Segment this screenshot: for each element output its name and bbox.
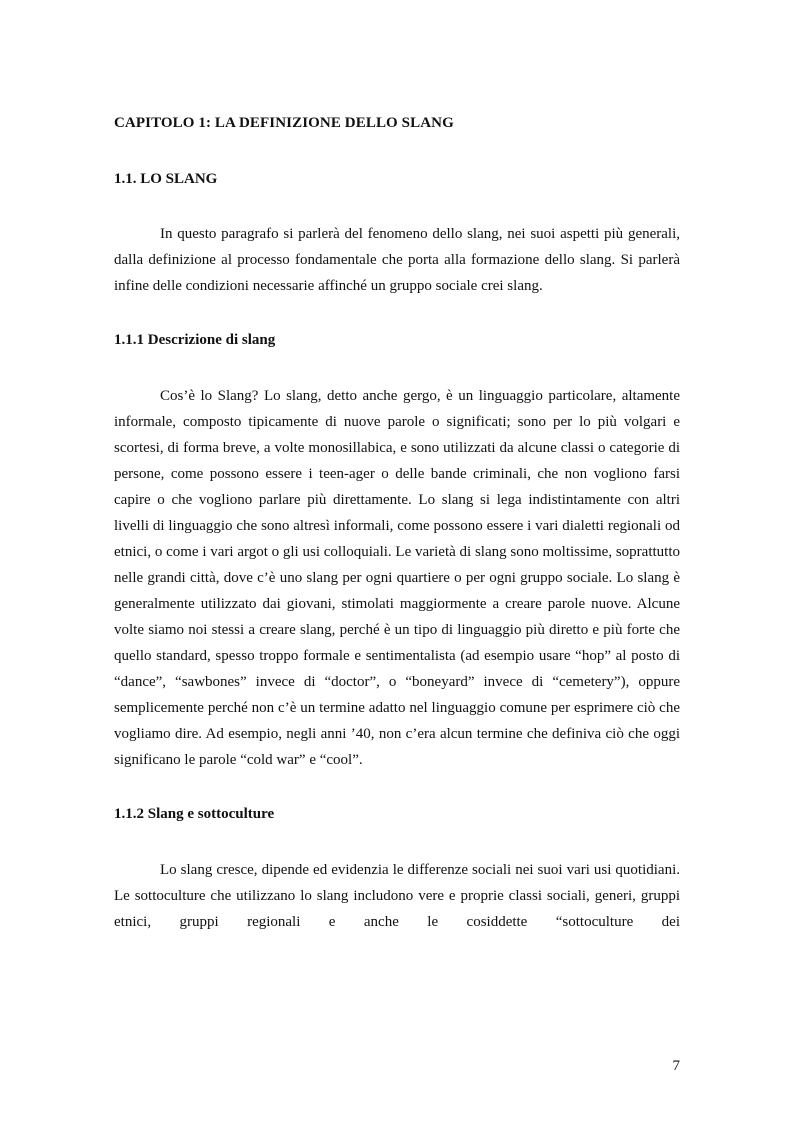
section-title-1-1: 1.1. LO SLANG (114, 171, 218, 187)
chapter-title: CAPITOLO 1: LA DEFINIZIONE DELLO SLANG (114, 115, 454, 131)
paragraph-intro: In questo paragrafo si parlerà del fenomeno dello slang, nei suoi aspetti più generali, dalla definizione al processo fondamentale che porta alla formazione dello slang. Si parlerà infine delle condizioni necessarie affinché un gruppo sociale crei slang. (114, 226, 680, 294)
page-content (114, 110, 680, 963)
paragraph-sottoculture: Lo slang cresce, dipende ed evidenzia le differenze sociali nei suoi vari usi quotidiani. Le sottoculture che utilizzano lo slang includono vere e proprie classi sociali, generi, gruppi etnici, gruppi regionali e anche le cosiddette “sottoculture dei (114, 862, 680, 930)
subsection-title-1-1-1: 1.1.1 Descrizione di slang (114, 332, 276, 348)
page-number: 7 (672, 1058, 680, 1074)
paragraph-descrizione: Cos’è lo Slang? Lo slang, detto anche gergo, è un linguaggio particolare, altamente informale, composto tipicamente di nuove parole o significati; sono per lo più volgari e scortesi, di forma breve, a volte monosillabica, e sono utilizzati da alcune classi o categorie di persone, come possono essere i teen-ager o delle bande criminali, che non vogliono farsi capire o che vogliono parlare più direttamente. Lo slang si lega indistintamente con altri livelli di linguaggio che sono altresì informali, come possono essere i vari dialetti regionali od etnici, o come i vari argot o gli usi colloquiali. Le varietà di slang sono moltissime, soprattutto nelle grandi città, dove c’è uno slang per ogni quartiere o per ogni gruppo sociale. Lo slang è generalmente utilizzato dai giovani, stimolati maggiormente a creare parole nuove. Alcune volte siamo noi stessi a creare slang, perché è un tipo di linguaggio più diretto e più forte che quello standard, spesso troppo formale e sentimentalista (ad esempio usare “hop” al posto di “dance”, “sawbones” invece di “doctor”, o “boneyard” invece di “cemetery”), oppure semplicemente perché non c’è un termine adatto nel linguaggio comune per esprimere ciò che vogliamo dire. Ad esempio, negli anni ’40, non c’era alcun termine che definiva ciò che oggi significano le parole “cold war” e “cool”. (114, 388, 680, 768)
subsection-title-1-1-2: 1.1.2 Slang e sottoculture (114, 806, 275, 822)
